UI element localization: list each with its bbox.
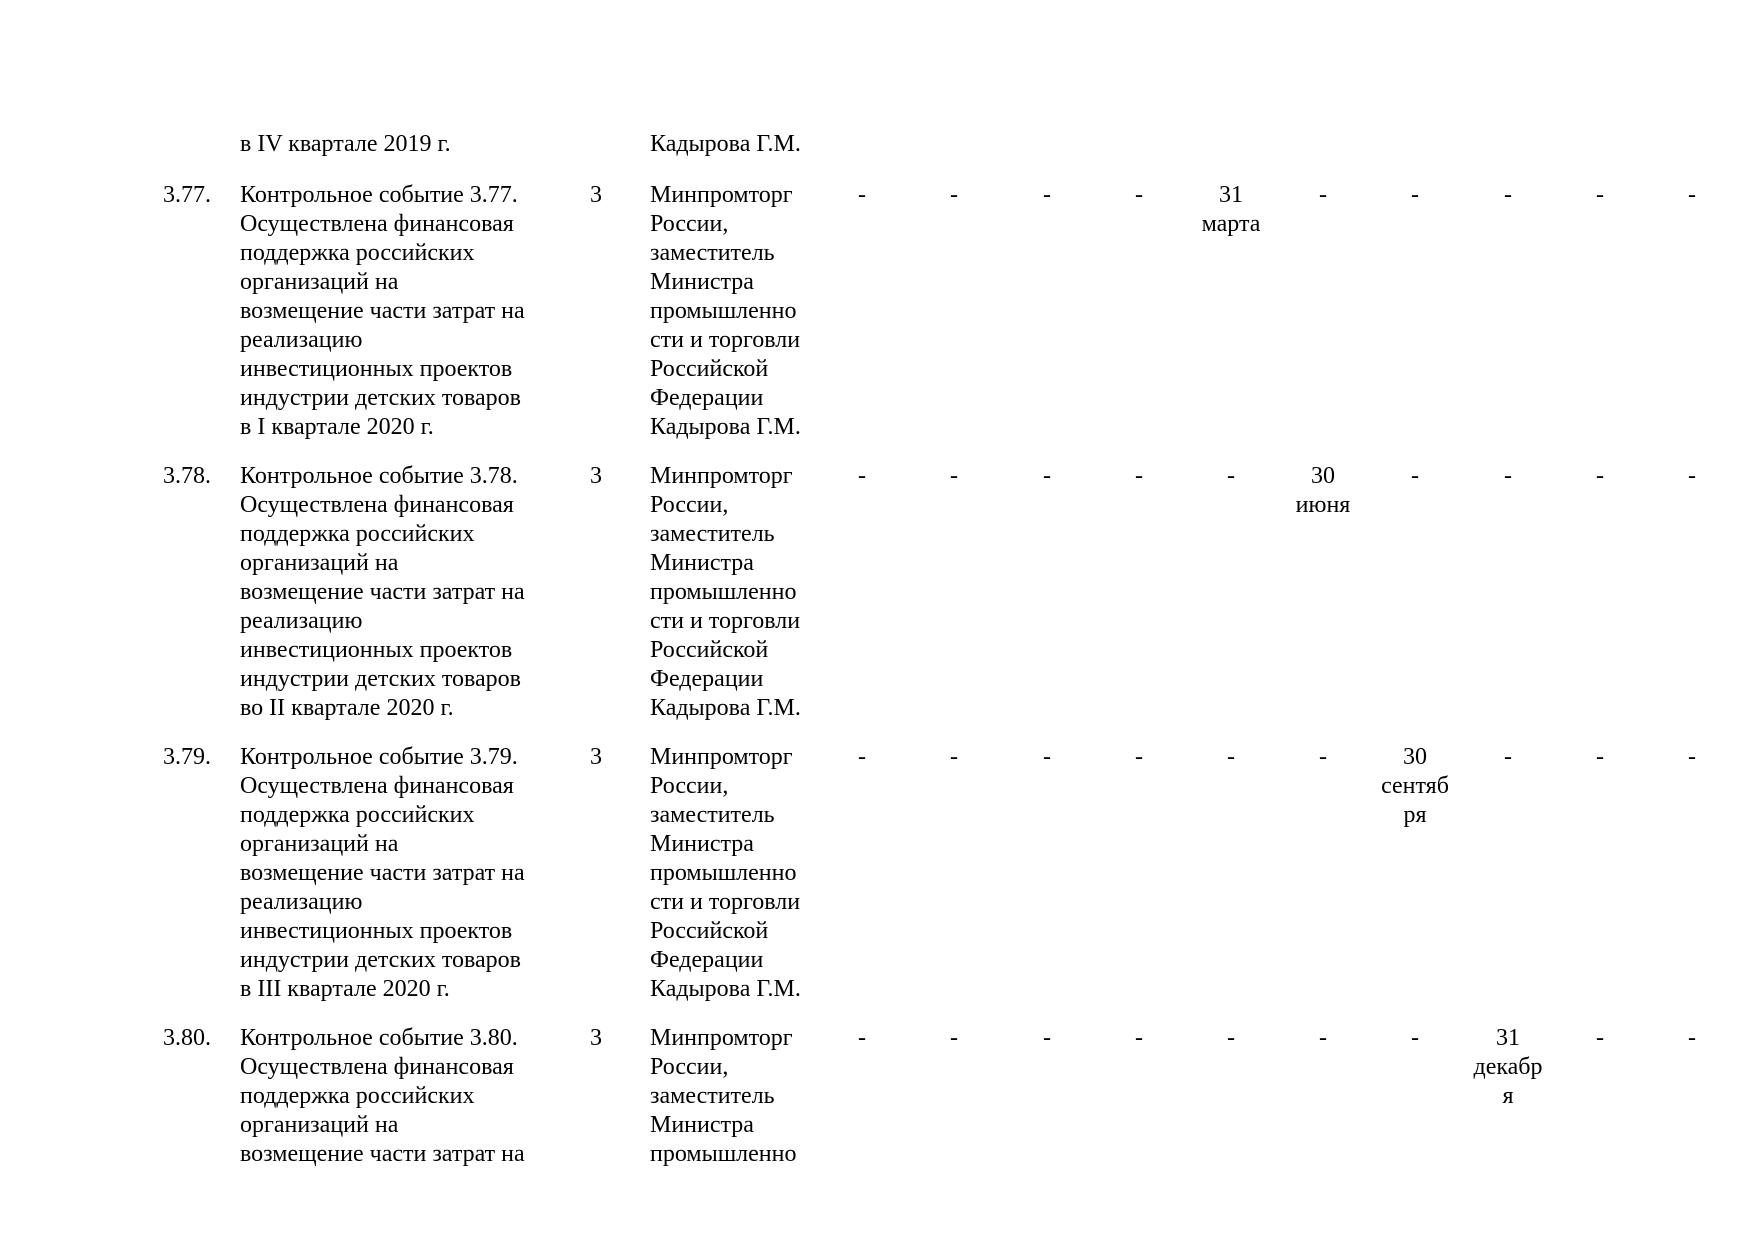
quarter-cell: 30 июня (1295, 463, 1351, 518)
quarter-cell: - (1135, 744, 1143, 770)
event-level: 3 (590, 463, 602, 489)
quarter-cell: - (1688, 463, 1696, 489)
quarter-cell: - (1688, 1025, 1696, 1051)
row-number: 3.78. (163, 463, 211, 489)
event-level: 3 (590, 744, 602, 770)
responsible-executor: Минпромторг России, заместитель Министра промышленно сти и торговли Российской Федерации Кадырова Г.М. (650, 182, 801, 440)
quarter-cell: - (1596, 463, 1604, 489)
quarter-cell: - (1596, 182, 1604, 208)
quarter-cell: - (950, 463, 958, 489)
responsible-executor: Минпромторг России, заместитель Министра промышленно сти и торговли Российской Федерации Кадырова Г.М. (650, 463, 801, 721)
quarter-cell: - (1135, 182, 1143, 208)
quarter-cell: - (1227, 1025, 1235, 1051)
quarter-cell: - (858, 1025, 866, 1051)
responsible-executor: Минпромторг России, заместитель Министра промышленно (650, 1025, 797, 1167)
quarter-cell: - (1227, 463, 1235, 489)
event-description: Контрольное событие 3.79. Осуществлена финансовая поддержка российских организаций на возмещение части затрат на реализацию инвестиционных проектов индустрии детских товаров в III квартале 2020 г. (240, 744, 525, 1002)
quarter-cell: - (1043, 463, 1051, 489)
quarter-cell: - (1596, 744, 1604, 770)
quarter-cell: - (1596, 1025, 1604, 1051)
quarter-cell: - (1411, 463, 1419, 489)
quarter-cell: - (1043, 744, 1051, 770)
quarter-cell: - (858, 463, 866, 489)
quarter-cell: - (1319, 744, 1327, 770)
quarter-cell: - (1504, 182, 1512, 208)
quarter-cell: - (1688, 182, 1696, 208)
event-level: 3 (590, 182, 602, 208)
quarter-cell: - (1043, 1025, 1051, 1051)
quarter-cell: - (1688, 744, 1696, 770)
quarter-cell: - (950, 182, 958, 208)
quarter-cell: 31 декабр я (1473, 1025, 1543, 1109)
quarter-cell: - (1504, 463, 1512, 489)
quarter-cell: - (1135, 463, 1143, 489)
quarter-cell: - (1135, 1025, 1143, 1051)
quarter-cell: - (1319, 182, 1327, 208)
quarter-cell: - (1319, 1025, 1327, 1051)
event-description: Контрольное событие 3.78. Осуществлена финансовая поддержка российских организаций на возмещение части затрат на реализацию инвестиционных проектов индустрии детских товаров во II квартале 2020 г. (240, 463, 525, 721)
responsible-executor: Минпромторг России, заместитель Министра промышленно сти и торговли Российской Федерации Кадырова Г.М. (650, 744, 801, 1002)
quarter-cell: - (950, 1025, 958, 1051)
quarter-cell: 30 сентяб ря (1381, 744, 1449, 828)
quarter-cell: 31 марта (1201, 182, 1261, 237)
quarter-cell: - (1504, 744, 1512, 770)
quarter-cell: - (858, 744, 866, 770)
quarter-cell: - (950, 744, 958, 770)
quarter-cell: - (858, 182, 866, 208)
quarter-cell: - (1411, 182, 1419, 208)
row-number: 3.77. (163, 182, 211, 208)
row-number: 3.80. (163, 1025, 211, 1051)
quarter-cell: - (1227, 744, 1235, 770)
event-description: Контрольное событие 3.77. Осуществлена финансовая поддержка российских организаций на возмещение части затрат на реализацию инвестиционных проектов индустрии детских товаров в I квартале 2020 г. (240, 182, 525, 440)
quarter-cell: - (1411, 1025, 1419, 1051)
continuation-text: в IV квартале 2019 г. (240, 131, 451, 157)
event-level: 3 (590, 1025, 602, 1051)
quarter-cell: - (1043, 182, 1051, 208)
event-description: Контрольное событие 3.80. Осуществлена финансовая поддержка российских организаций на возмещение части затрат на (240, 1025, 525, 1167)
row-number: 3.79. (163, 744, 211, 770)
continuation-responsible: Кадырова Г.М. (650, 131, 801, 157)
